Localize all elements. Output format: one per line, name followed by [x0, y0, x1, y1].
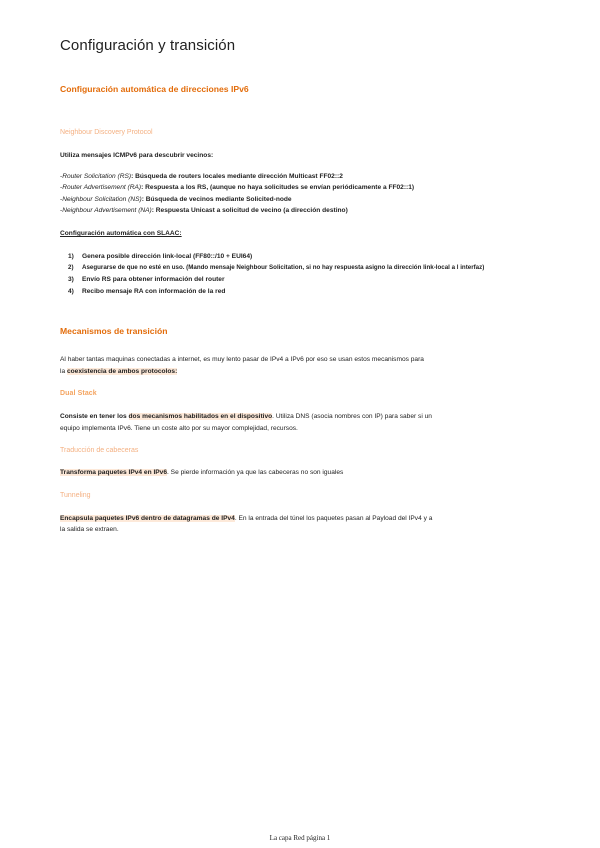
slaac-step-2: 2) Asegurarse de que no esté en uso. (Mando mensaje Neighbour Solicitation, si no hay respuesta asigno la dirección link-local a l interfaz)	[68, 264, 485, 271]
tunneling-line1: Encapsula paquetes IPv6 dentro de datagramas de IPv4. En la entrada del túnel los paquetes pasan al Payload del IPv4 y a	[60, 515, 433, 522]
page-footer: La capa Red página 1	[269, 834, 331, 842]
dual-stack-line2: equipo implementa IPv6. Tiene un coste alto por su mayor complejidad, recursos.	[60, 425, 298, 432]
ndp-message-ns: -Neighbour Solicitation (NS): Búsqueda de vecinos mediante Solicited-node	[60, 196, 292, 203]
slaac-step-1: 1) Genera posible dirección link-local (FF80::/10 + EUI64)	[68, 253, 253, 260]
slaac-step-4: 4) Recibo mensaje RA con información de la red	[68, 288, 226, 295]
section-heading-autoconfig: Configuración automática de direcciones IPv6	[60, 84, 249, 94]
ndp-message-ra: -Router Advertisement (RA): Respuesta a los RS, (aunque no haya solicitudes se envían periódicamente a FF02::1)	[60, 184, 415, 191]
page-title: Configuración y transición	[60, 37, 236, 54]
ndp-intro: Utiliza mensajes ICMPv6 para descubrir vecinos:	[60, 152, 214, 159]
ndp-message-rs: -Router Solicitation (RS): Búsqueda de routers locales mediante dirección Multicast FF02::2	[60, 173, 343, 180]
transition-intro-line2: la coexistencia de ambos protocolos:	[60, 368, 178, 375]
subheading-dual-stack: Dual Stack	[60, 390, 97, 397]
section-heading-transition: Mecanismos de transición	[60, 326, 168, 336]
dual-stack-line1: Consiste en tener los dos mecanismos habilitados en el dispositivo. Utiliza DNS (asocia nombres con IP) para saber si un	[60, 413, 432, 420]
subheading-ndp: Neighbour Discovery Protocol	[60, 129, 153, 136]
tunneling-line2: la salida se extraen.	[60, 526, 119, 533]
slaac-step-3: 3) Envío RS para obtener información del router	[68, 276, 225, 283]
transition-intro-line1: Al haber tantas maquinas conectadas a internet, es muy lento pasar de IPv4 a IPv6 por eso se usan estos mecanismos para	[60, 356, 424, 363]
subheading-tunneling: Tunneling	[60, 492, 91, 499]
subheading-traduccion: Traducción de cabeceras	[60, 447, 139, 454]
slaac-title: Configuración automática con SLAAC:	[60, 230, 182, 237]
ndp-message-na: -Neighbour Advertisement (NA): Respuesta Unicast a solicitud de vecino (a dirección destino)	[60, 207, 348, 214]
traduccion-line: Transforma paquetes IPv4 en IPv6. Se pierde información ya que las cabeceras no son iguales	[60, 469, 344, 476]
